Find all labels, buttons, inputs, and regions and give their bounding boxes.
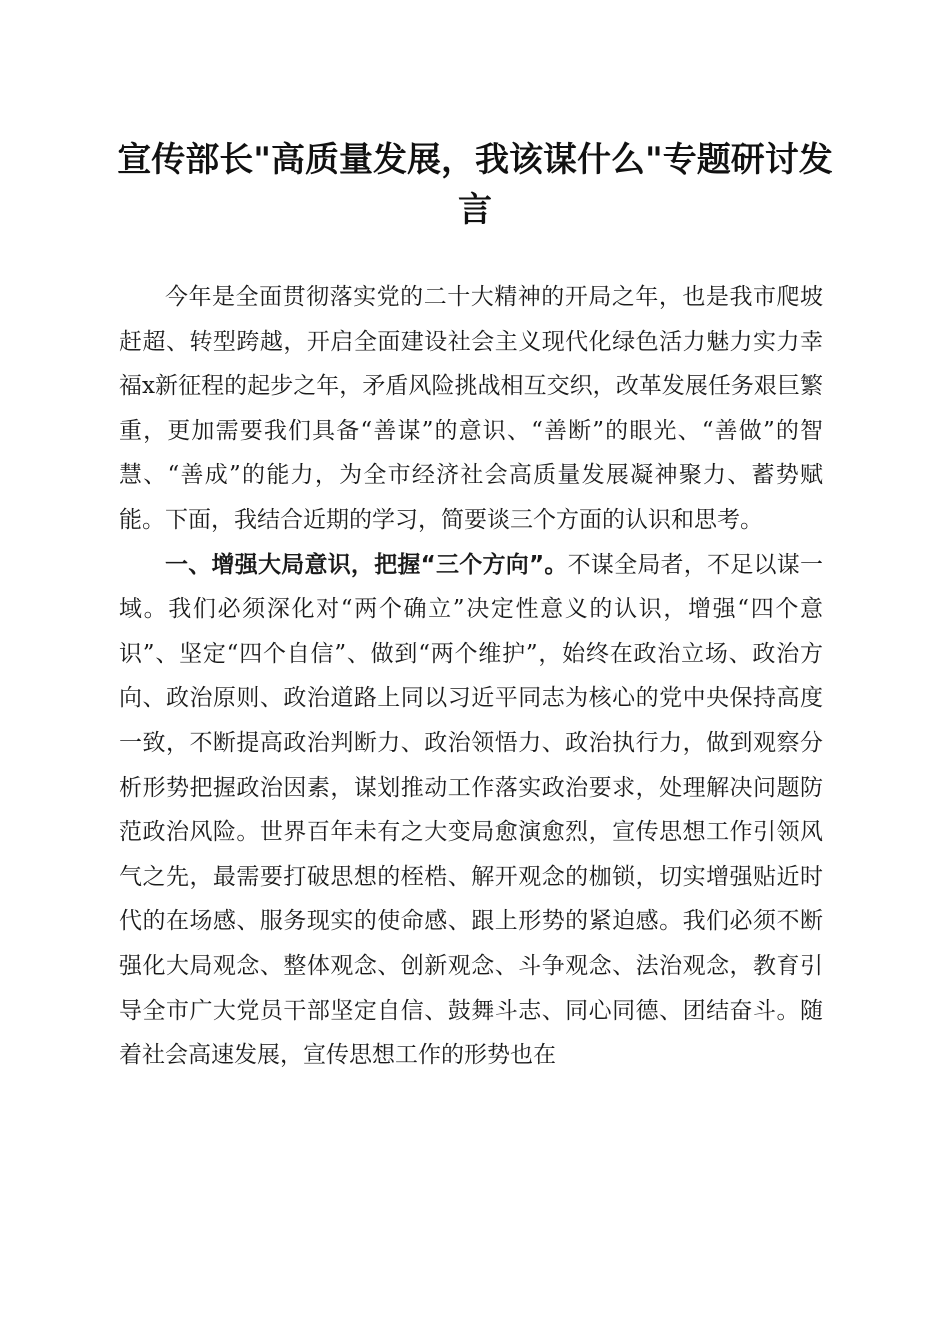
paragraph-text: 不谋全局者，不足以谋一域。我们必须深化对“两个确立”决定性意义的认识，增强“四个意识”、坚定“四个自信”、做到“两个维护”，始终在政治立场、政治方向、政治原则、政治道路上同以习近平同志为核心的党中央保持高度一致，不断提高政治判断力、政治领悟力、政治执行力，做到观察分析形势把握政治因素，谋划推动工作落实政治要求，处理解决问题防范政治风险。世界百年未有之大变局愈演愈烈，宣传思想工作引领风气之先，最需要打破思想的桎梏、解开观念的枷锁，切实增强贴近时代的在场感、服务现实的使命感、跟上形势的紧迫感。我们必须不断强化大局观念、整体观念、创新观念、斗争观念、法治观念，教育引导全市广大党员干部坚定自信、鼓舞斗志、同心同德、团结奋斗。随着社会高速发展，宣传思想工作的形势也在 <box>119 551 824 1069</box>
document-title: 宣传部长"高质量发展，我该谋什么"专题研讨发言 <box>117 140 833 230</box>
paragraph-section-one <box>119 543 823 1078</box>
section-heading: 一、增强大局意识，把握“三个方向”。 <box>165 551 568 578</box>
paragraph-intro <box>119 275 823 543</box>
paragraph-text: 今年是全面贯彻落实党的二十大精神的开局之年，也是我市爬坡赶超、转型跨越，开启全面建设社会主义现代化绿色活力魅力实力幸福x新征程的起步之年，矛盾风险挑战相互交织，改革发展任务艰巨繁重，更加需要我们具备“善谋”的意识、“善断”的眼光、“善做”的智慧、“善成”的能力，为全市经济社会高质量发展凝神聚力、蓄势赋能。下面，我结合近期的学习，简要谈三个方面的认识和思考。 <box>119 284 823 533</box>
document-body <box>119 275 823 1078</box>
